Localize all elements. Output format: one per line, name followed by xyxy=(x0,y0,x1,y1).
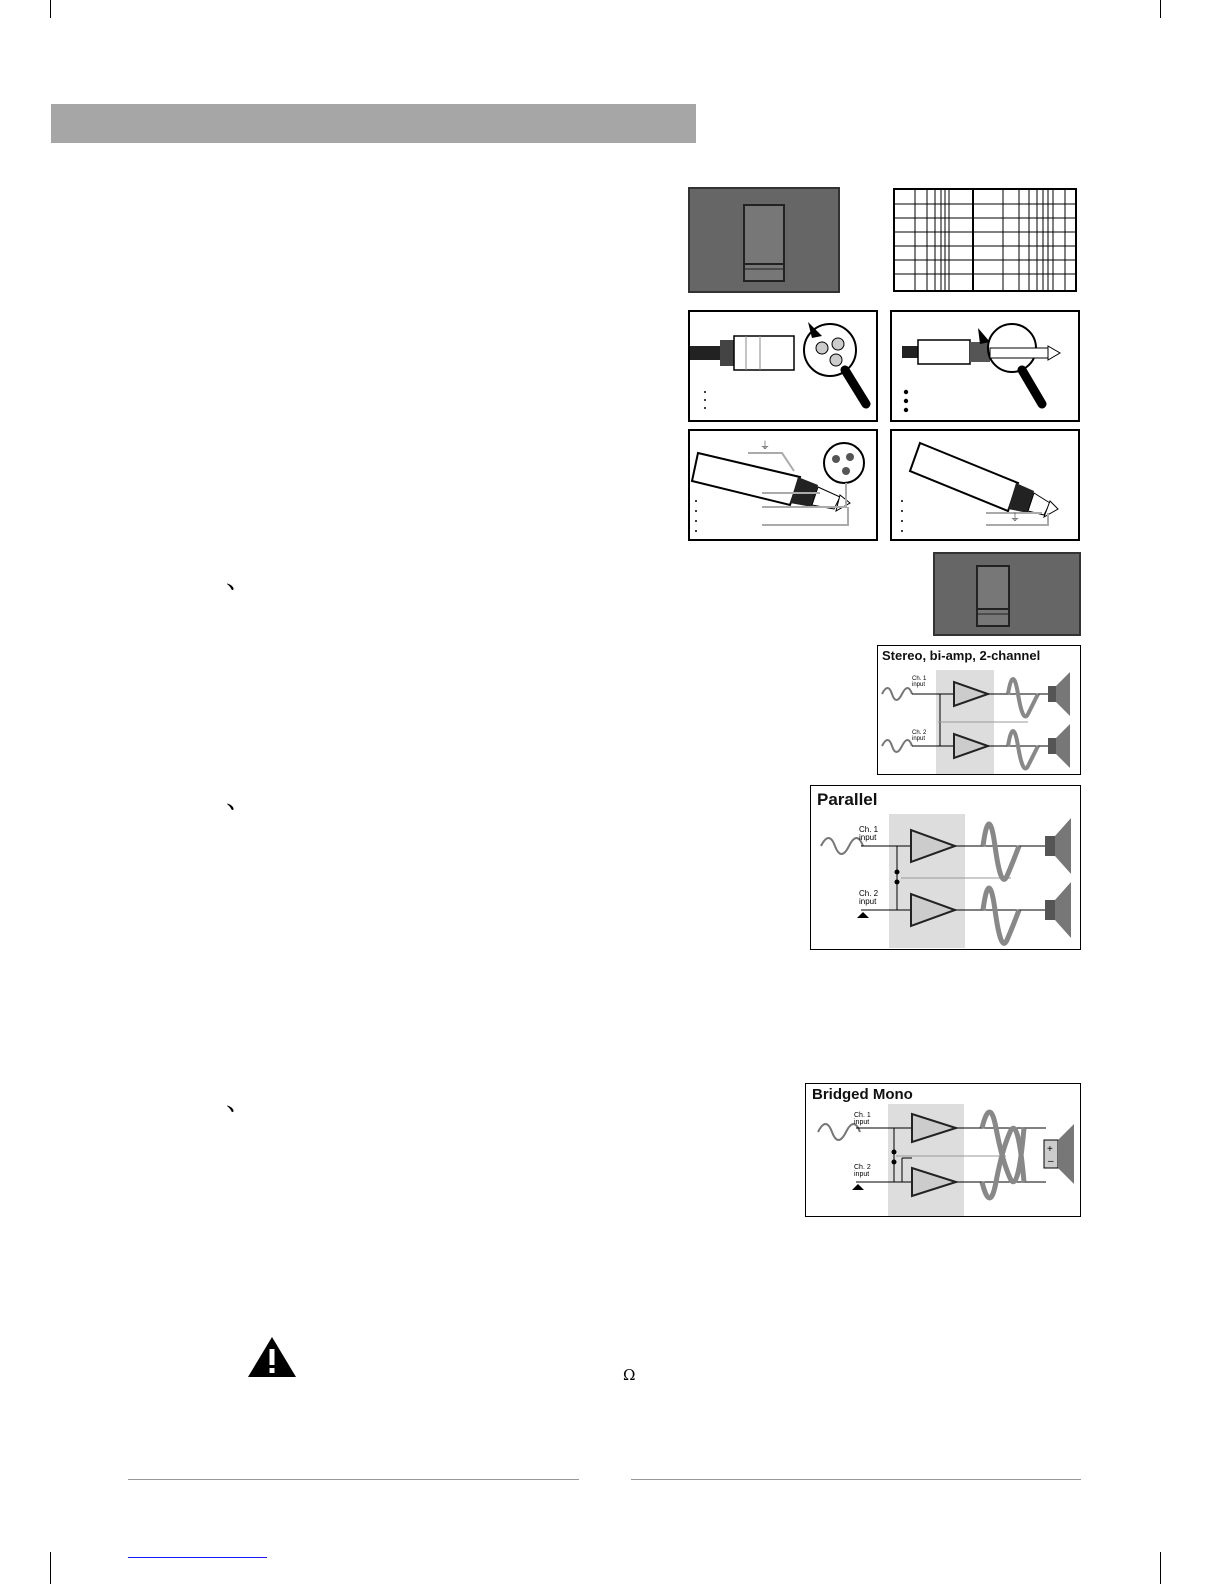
switch-panel-icon xyxy=(690,189,838,291)
xlr-connector-icon xyxy=(690,312,876,420)
crop-mark-top-left xyxy=(50,0,51,18)
ohm-symbol: Ω xyxy=(623,1366,636,1384)
footer-link-underline[interactable] xyxy=(128,1557,267,1558)
section-header-bar xyxy=(51,104,696,143)
svg-text:⏚: ⏚ xyxy=(1010,513,1020,524)
figure-title: Parallel xyxy=(817,790,878,809)
trs-wiring-figure xyxy=(890,310,1080,422)
ch1-label: Ch. 1 input xyxy=(859,825,879,842)
footer-rule-left xyxy=(128,1479,579,1480)
bridged-mono-figure xyxy=(805,1083,1081,1217)
trs-plug-icon xyxy=(690,431,876,539)
trs-plug-icon xyxy=(892,431,1078,539)
ch2-label: Ch. 2 input xyxy=(859,889,879,906)
switch-panel-figure xyxy=(688,187,840,293)
figure-title: Stereo, bi-amp, 2-channel xyxy=(882,648,1041,663)
speaker-icon xyxy=(1044,1124,1074,1184)
list-mark-2: 、 xyxy=(226,785,253,815)
svg-text:–: – xyxy=(1048,1156,1054,1167)
crop-mark-top-right xyxy=(1160,0,1161,18)
warning-triangle-icon xyxy=(246,1335,298,1379)
grid-chart-icon xyxy=(895,190,1075,290)
ch2-label: Ch. 2 input xyxy=(912,730,927,742)
switch-panel-icon xyxy=(935,554,1079,634)
crop-mark-bottom-right xyxy=(1160,1552,1161,1584)
trs-plug-figure xyxy=(890,429,1080,541)
parallel-mode-figure xyxy=(810,785,1081,950)
ch1-label: Ch. 1 input xyxy=(854,1112,871,1126)
svg-text:⏚: ⏚ xyxy=(760,441,770,452)
speaker-icon xyxy=(1048,672,1070,768)
ch1-label: Ch. 1 input xyxy=(912,676,927,688)
speaker-icon xyxy=(1045,818,1071,938)
mode-switch-panel-figure xyxy=(933,552,1081,636)
list-mark-1: 、 xyxy=(226,565,253,595)
crop-mark-bottom-left xyxy=(50,1552,51,1584)
xlr-to-trs-adapter-figure xyxy=(688,429,878,541)
ch2-label: Ch. 2 input xyxy=(854,1164,871,1178)
stereo-mode-figure xyxy=(877,645,1081,775)
figure-title: Bridged Mono xyxy=(812,1086,913,1103)
xlr-wiring-figure xyxy=(688,310,878,422)
trs-plug-icon xyxy=(892,312,1078,420)
svg-text:+: + xyxy=(1047,1144,1053,1155)
frequency-grid-figure xyxy=(893,188,1077,292)
list-mark-3: 、 xyxy=(226,1087,253,1117)
footer-rule-right xyxy=(631,1479,1081,1480)
